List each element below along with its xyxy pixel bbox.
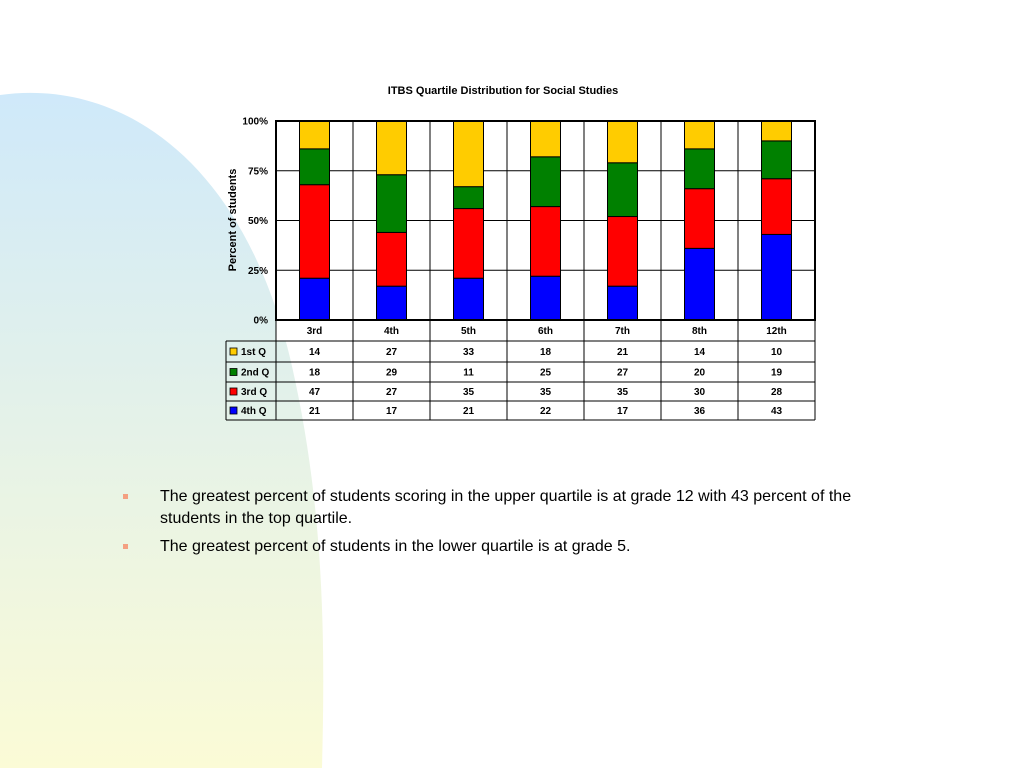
bar-segment — [377, 121, 407, 175]
data-table-value: 27 — [385, 387, 398, 398]
bar-segment — [300, 278, 330, 320]
bar-segment — [531, 207, 561, 277]
y-tick-label: 75% — [247, 166, 268, 178]
data-table-value: 29 — [385, 367, 398, 379]
bar-segment — [531, 121, 561, 157]
data-table-value: 35 — [462, 387, 475, 398]
bar-segment — [377, 175, 407, 233]
data-table-value: 36 — [693, 406, 706, 417]
x-tick-label: 6th — [538, 326, 553, 337]
y-tick-label: 100% — [242, 116, 268, 128]
bar-segment — [762, 179, 792, 235]
y-tick-label: 50% — [247, 216, 268, 227]
data-table-value: 10 — [770, 347, 783, 358]
chart-title: ITBS Quartile Distribution for Social Studies — [387, 85, 619, 97]
x-tick-label: 12th — [766, 326, 787, 337]
bullet-item — [118, 486, 878, 530]
legend-label: 3rd Q — [241, 387, 268, 398]
y-tick-label: 25% — [247, 265, 268, 277]
bar-segment — [762, 121, 792, 141]
data-table-value: 47 — [308, 387, 321, 398]
x-tick-label: 8th — [692, 326, 707, 337]
bar-segment — [685, 189, 715, 249]
bullet-text: The greatest percent of students in the lower quartile is at grade 5. — [160, 538, 631, 555]
bar-segment — [531, 276, 561, 320]
data-table-value: 11 — [463, 367, 474, 379]
data-table-value: 30 — [693, 387, 706, 398]
data-table-value: 21 — [616, 347, 629, 358]
bar-segment — [685, 149, 715, 189]
x-tick-label: 7th — [615, 326, 630, 337]
bar-segment — [531, 157, 561, 207]
data-table-value: 20 — [693, 367, 706, 379]
data-table-value: 43 — [770, 406, 783, 417]
bullet-item — [118, 536, 878, 558]
bar-segment — [608, 163, 638, 217]
bar-segment — [300, 121, 330, 149]
x-tick-label: 3rd — [306, 326, 323, 337]
bar-segment — [762, 141, 792, 179]
bar-segment — [608, 286, 638, 320]
bullet-square-icon — [123, 544, 128, 549]
bar-segment — [454, 209, 484, 279]
bar-segment — [377, 232, 407, 286]
legend-label: 1st Q — [241, 347, 267, 358]
data-table-value: 18 — [308, 367, 321, 379]
data-table-value: 21 — [308, 406, 321, 417]
y-axis-label: Percent of students — [227, 168, 239, 272]
bar-segment — [685, 248, 715, 320]
legend-swatch — [230, 348, 237, 355]
bar-segment — [300, 149, 330, 185]
data-table-value: 17 — [385, 406, 398, 417]
bar-segment — [454, 278, 484, 320]
data-table-value: 27 — [385, 347, 398, 358]
data-table-value: 28 — [770, 387, 783, 398]
data-table-value: 35 — [616, 387, 629, 398]
data-table-value: 27 — [616, 367, 629, 379]
bar-segment — [608, 121, 638, 163]
legend-label: 2nd Q — [241, 367, 270, 379]
bullet-list — [118, 486, 878, 564]
legend-swatch — [230, 407, 237, 414]
x-tick-label: 4th — [384, 326, 399, 337]
data-table-value: 22 — [539, 406, 552, 417]
bar-segment — [454, 187, 484, 209]
y-tick-label: 0% — [253, 315, 268, 327]
data-table-value: 14 — [693, 347, 706, 358]
legend-swatch — [230, 388, 237, 395]
data-table-value: 21 — [462, 406, 475, 417]
data-table-value: 25 — [539, 367, 552, 379]
data-table-value: 14 — [308, 347, 321, 358]
legend-swatch — [230, 369, 237, 376]
bar-segment — [454, 121, 484, 187]
bar-segment — [685, 121, 715, 149]
data-table-value: 18 — [539, 347, 552, 358]
x-tick-label: 5th — [461, 326, 476, 337]
bullet-square-icon — [123, 494, 128, 499]
bar-segment — [608, 217, 638, 287]
bar-segment — [300, 185, 330, 279]
bar-segment — [377, 286, 407, 320]
legend-label: 4th Q — [241, 406, 267, 417]
data-table-value: 17 — [616, 406, 629, 417]
data-table-value: 19 — [770, 367, 783, 379]
data-table-value: 33 — [462, 347, 475, 358]
data-table-value: 35 — [539, 387, 552, 398]
bullet-text: The greatest percent of students scoring in the upper quartile is at grade 12 with 43 percent of the students in the top quartile. — [160, 488, 852, 527]
bar-segment — [762, 234, 792, 320]
